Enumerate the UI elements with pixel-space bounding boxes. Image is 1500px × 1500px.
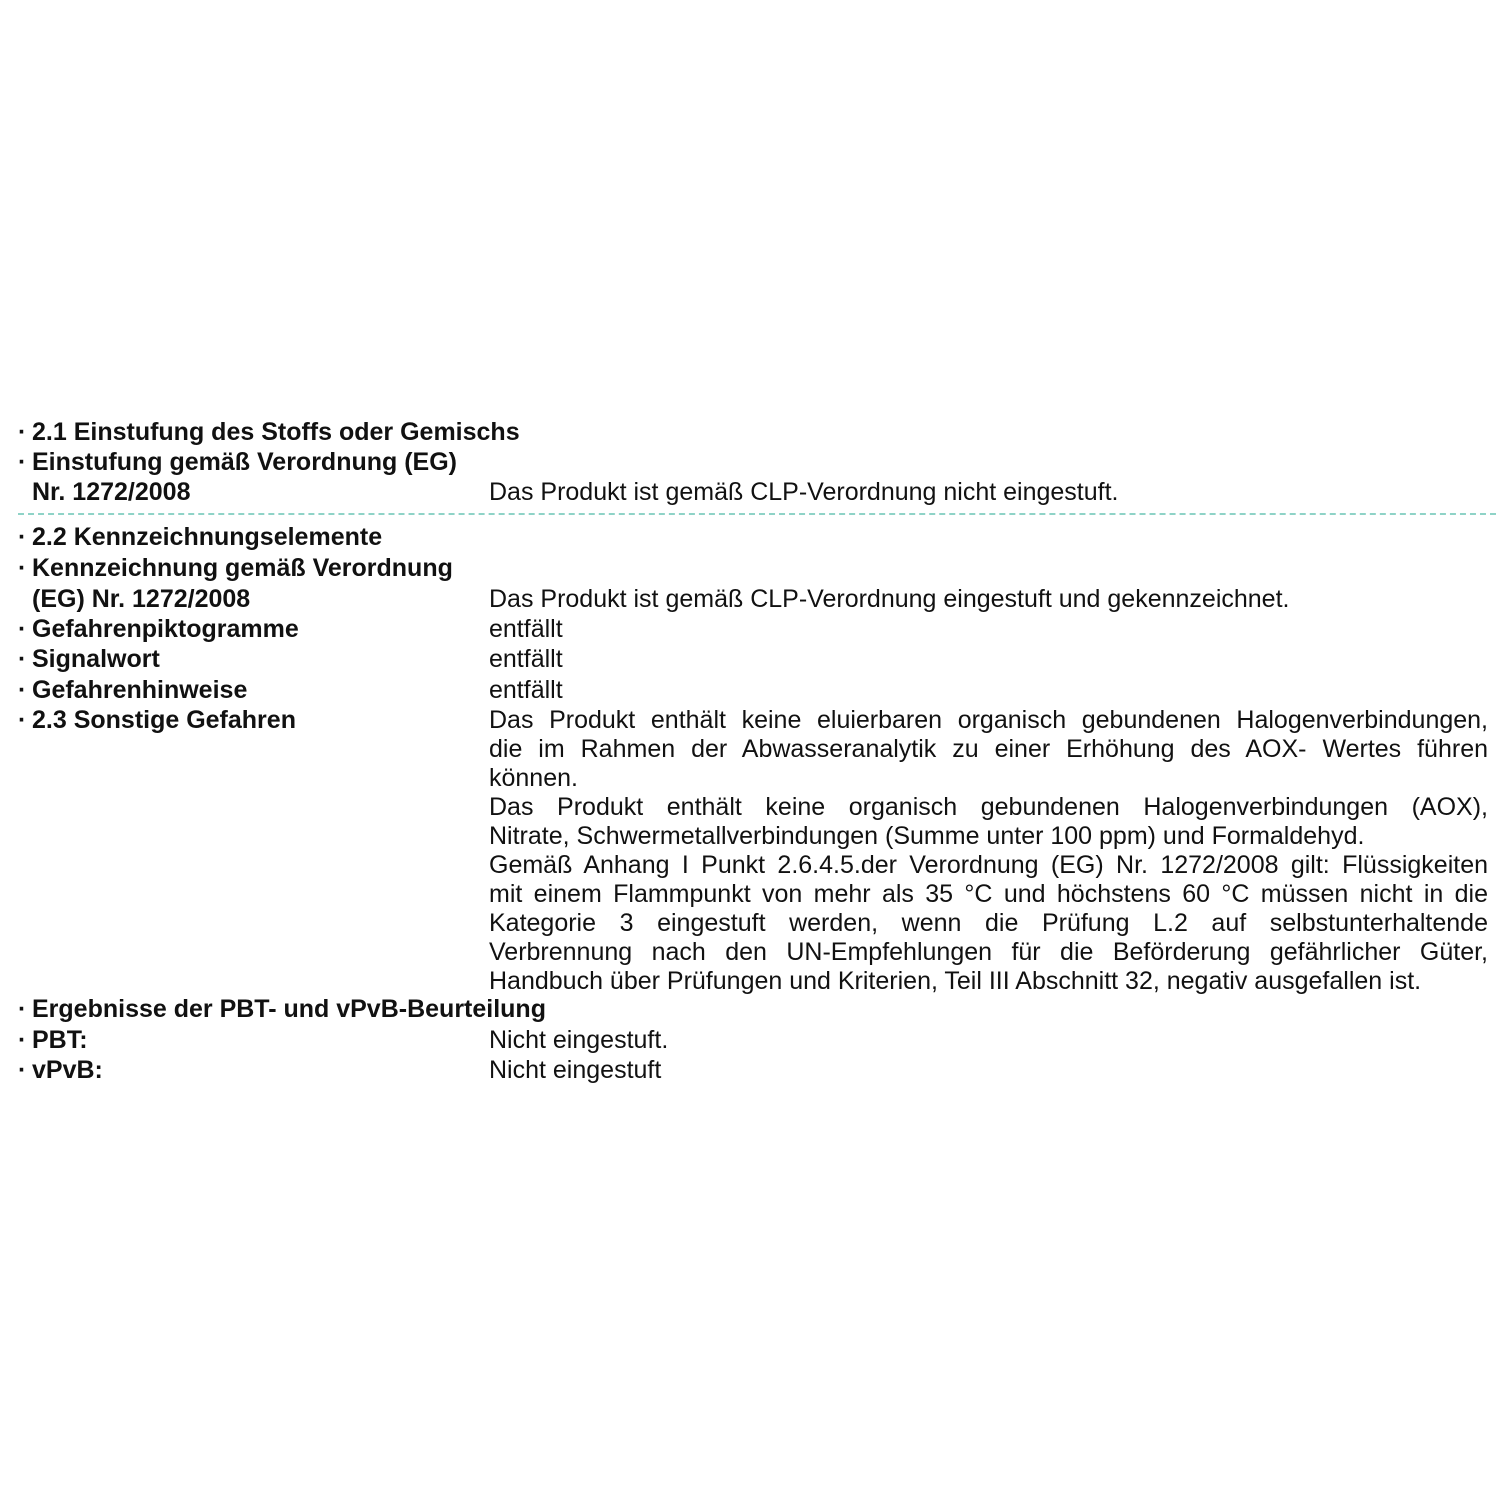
bullet: ·: [18, 645, 27, 673]
pictograms-value: entfällt: [489, 615, 563, 643]
row-hazard-statements: [0, 675, 1500, 705]
row-pbt-heading: [0, 994, 1500, 1024]
pbt-label: PBT:: [32, 1026, 88, 1054]
classification-label-line2: Nr. 1272/2008: [32, 478, 191, 506]
row-signal-word: [0, 644, 1500, 674]
pictograms-label: Gefahrenpiktogramme: [32, 615, 299, 643]
signal-word-value: entfällt: [489, 645, 563, 673]
labelling-label-line1: Kennzeichnung gemäß Verordnung: [32, 554, 453, 582]
bullet: ·: [18, 1026, 27, 1054]
bullet: ·: [18, 554, 27, 582]
row-classification-label: [0, 447, 1500, 477]
pbt-vpvb-heading: Ergebnisse der PBT- und vPvB-Beurteilung: [32, 995, 546, 1023]
other-hazards-line: Kategorie 3 eingestuft werden, wenn die Prüfung L.2 auf selbstunterhaltende: [489, 909, 1488, 937]
section-2-3-heading: 2.3 Sonstige Gefahren: [32, 706, 296, 734]
other-hazards-paragraph: [489, 706, 1488, 996]
other-hazards-line: Nitrate, Schwermetallverbindungen (Summe unter 100 ppm) und Formaldehyd.: [489, 822, 1365, 850]
other-hazards-line: Gemäß Anhang I Punkt 2.6.4.5.der Verordnung (EG) Nr. 1272/2008 gilt: Flüssigkeiten: [489, 851, 1488, 879]
bullet: ·: [18, 995, 27, 1023]
classification-label-line1: Einstufung gemäß Verordnung (EG): [32, 448, 457, 476]
other-hazards-line: mit einem Flammpunkt von mehr als 35 °C und höchstens 60 °C müssen nicht in die: [489, 880, 1488, 908]
bullet: ·: [18, 448, 27, 476]
pbt-value: Nicht eingestuft.: [489, 1026, 669, 1054]
signal-word-label: Signalwort: [32, 645, 160, 673]
bullet: ·: [18, 706, 27, 734]
row-vpvb: [0, 1055, 1500, 1085]
other-hazards-line: können.: [489, 764, 578, 792]
hazard-statements-value: entfällt: [489, 676, 563, 704]
classification-value: Das Produkt ist gemäß CLP-Verordnung nicht eingestuft.: [489, 478, 1119, 506]
row-pictograms: [0, 614, 1500, 644]
bullet: ·: [18, 1056, 27, 1084]
other-hazards-line: Handbuch über Prüfungen und Kriterien, Teil III Abschnitt 32, negativ ausgefallen ist.: [489, 967, 1422, 995]
section-2-1-heading: 2.1 Einstufung des Stoffs oder Gemischs: [32, 418, 520, 446]
labelling-label-line2: (EG) Nr. 1272/2008: [32, 585, 251, 613]
bullet: ·: [18, 676, 27, 704]
row-2-1-heading: [0, 417, 1500, 447]
vpvb-label: vPvB:: [32, 1056, 103, 1084]
hazard-statements-label: Gefahrenhinweise: [32, 676, 248, 704]
other-hazards-line: Das Produkt enthält keine eluierbaren organisch gebundenen Halogenverbindungen,: [489, 706, 1488, 734]
bullet: ·: [18, 523, 27, 551]
bullet: ·: [18, 615, 27, 643]
other-hazards-line: die im Rahmen der Abwasseranalytik zu einer Erhöhung des AOX- Wertes führen: [489, 735, 1488, 763]
section-2-2-heading: 2.2 Kennzeichnungselemente: [32, 523, 383, 551]
row-pbt: [0, 1025, 1500, 1055]
row-labelling-label: [0, 553, 1500, 583]
vpvb-value: Nicht eingestuft: [489, 1056, 662, 1084]
row-classification-value: [0, 477, 1500, 507]
row-2-2-heading: [0, 522, 1500, 552]
bullet: ·: [18, 418, 27, 446]
other-hazards-line: Das Produkt enthält keine organisch gebundenen Halogenverbindungen (AOX),: [489, 793, 1488, 821]
other-hazards-line: Verbrennung nach den UN-Empfehlungen für die Beförderung gefährlicher Güter,: [489, 938, 1488, 966]
labelling-value: Das Produkt ist gemäß CLP-Verordnung eingestuft und gekennzeichnet.: [489, 585, 1290, 613]
section-divider: [18, 513, 1496, 515]
row-labelling-value: [0, 584, 1500, 614]
